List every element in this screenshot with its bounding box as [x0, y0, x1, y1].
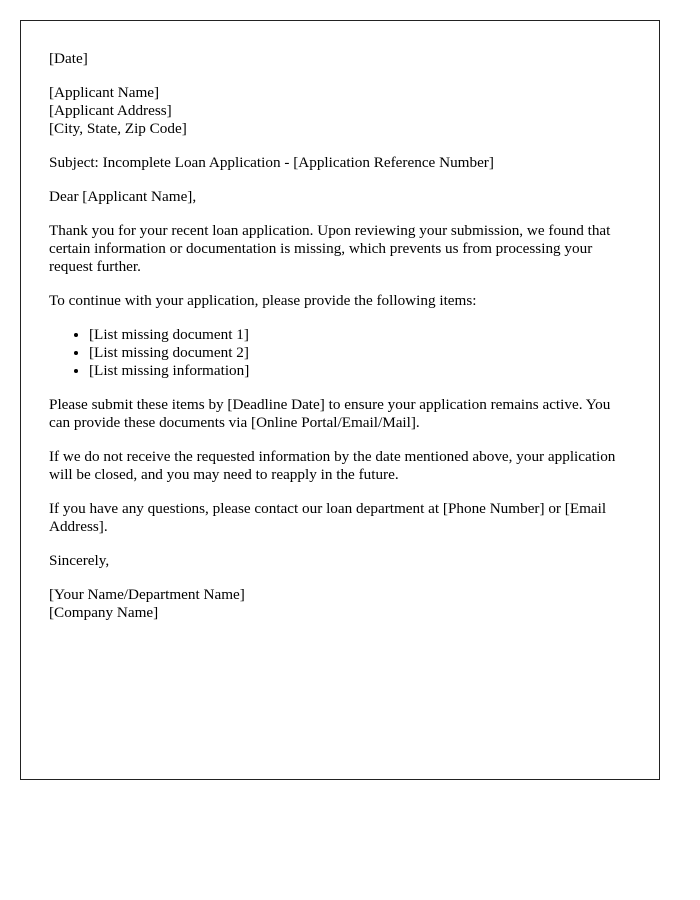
recipient-name: [Applicant Name]: [49, 84, 160, 101]
paragraph-contact: If you have any questions, please contact our loan department at [Phone Number] or [Email Address].: [49, 500, 607, 535]
letter-subject: Subject: Incomplete Loan Application - [Application Reference Number]: [49, 154, 494, 171]
missing-item: • [List missing information]: [89, 362, 631, 380]
signature-company: [Company Name]: [49, 604, 159, 621]
recipient-address: [Applicant Address]: [49, 102, 172, 119]
paragraph-request: To continue with your application, please provide the following items:: [49, 292, 477, 309]
recipient-block: [49, 84, 631, 138]
letter-closing: Sincerely,: [49, 552, 110, 569]
recipient-city-state-zip: [City, State, Zip Code]: [49, 120, 187, 137]
missing-items-list: [49, 326, 631, 380]
missing-item: • [List missing document 2]: [89, 344, 631, 362]
letter-salutation: Dear [Applicant Name],: [49, 188, 197, 205]
missing-item: • [List missing document 1]: [89, 326, 631, 344]
signature-block: [49, 586, 631, 622]
letter-date: [Date]: [49, 50, 88, 67]
paragraph-consequence: If we do not receive the requested information by the date mentioned above, your application will be closed, and you may need to reapply in the future.: [49, 448, 616, 483]
paragraph-deadline: Please submit these items by [Deadline Date] to ensure your application remains active. You can provide these documents via [Online Portal/Email/Mail].: [49, 396, 611, 431]
signature-name: [Your Name/Department Name]: [49, 586, 245, 603]
paragraph-intro: Thank you for your recent loan application. Upon reviewing your submission, we found that certain information or documentation is missing, which prevents us from processing your request further.: [49, 222, 611, 275]
letter-document: [20, 20, 660, 780]
